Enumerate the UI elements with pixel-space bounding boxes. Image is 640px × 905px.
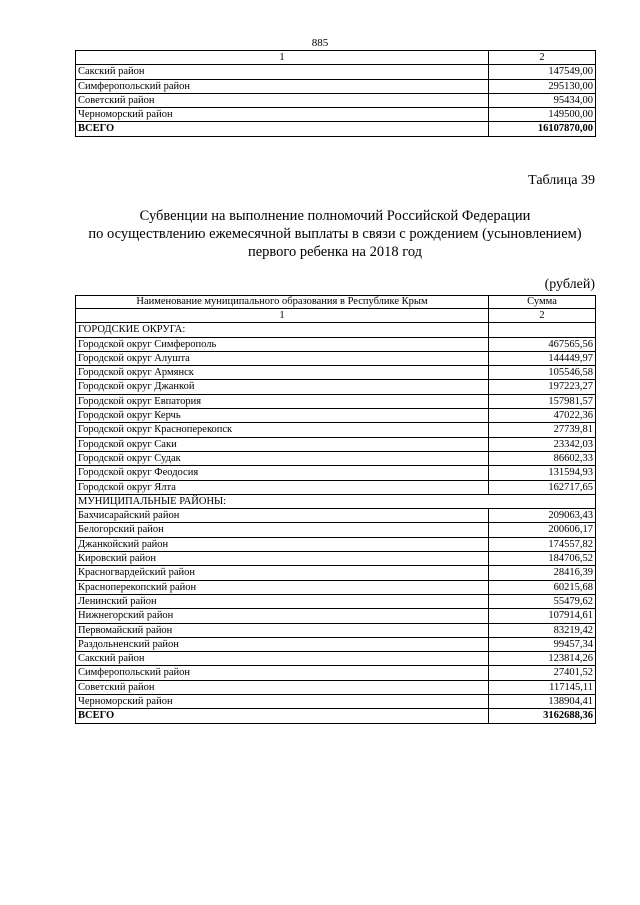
title-line: Субвенции на выполнение полномочий Российской Федерации — [139, 208, 531, 224]
row-sum: 209063,43 — [489, 509, 596, 523]
title-line: по осуществлению ежемесячной выплаты в связи с рождением (усыновлением) — [88, 226, 582, 242]
row-name: Симферопольский район — [76, 79, 489, 93]
row-sum: 23342,03 — [489, 437, 596, 451]
table-title — [50, 207, 620, 261]
total-label: ВСЕГО — [76, 122, 489, 136]
table-row — [76, 79, 596, 93]
row-sum: 83219,42 — [489, 623, 596, 637]
section-row-municipal-districts — [76, 494, 596, 508]
row-name: Городской округ Саки — [76, 437, 489, 451]
row-sum: 144449,97 — [489, 351, 596, 365]
table-row — [76, 65, 596, 79]
row-sum: 200606,17 — [489, 523, 596, 537]
table-row — [76, 552, 596, 566]
row-name: Красногвардейский район — [76, 566, 489, 580]
table-row — [76, 537, 596, 551]
empty-cell — [489, 323, 596, 337]
row-sum: 123814,26 — [489, 652, 596, 666]
row-sum: 27739,81 — [489, 423, 596, 437]
row-sum: 95434,00 — [489, 93, 596, 107]
section-label: ГОРОДСКИЕ ОКРУГА: — [76, 323, 489, 337]
table-row — [76, 666, 596, 680]
row-name: Городской округ Евпатория — [76, 394, 489, 408]
row-name: Кировский район — [76, 552, 489, 566]
row-name: Городской округ Судак — [76, 451, 489, 465]
row-name: Городской округ Красноперекопск — [76, 423, 489, 437]
unit-label: (рублей) — [544, 277, 595, 292]
table-row — [76, 409, 596, 423]
header-row — [76, 296, 596, 309]
row-sum: 467565,56 — [489, 337, 596, 351]
row-name: Джанкойский район — [76, 537, 489, 551]
row-name: Советский район — [76, 93, 489, 107]
row-name: Первомайский район — [76, 623, 489, 637]
table-row — [76, 423, 596, 437]
column-number-2: 2 — [489, 51, 596, 65]
section-row-city-districts — [76, 323, 596, 337]
section-label: МУНИЦИПАЛЬНЫЕ РАЙОНЫ: — [76, 494, 596, 508]
row-sum: 138904,41 — [489, 695, 596, 709]
row-name: Городской округ Джанкой — [76, 380, 489, 394]
table-row — [76, 394, 596, 408]
row-name: Сакский район — [76, 652, 489, 666]
table-row — [76, 566, 596, 580]
column-number-row — [76, 51, 596, 65]
table-row — [76, 437, 596, 451]
row-sum: 149500,00 — [489, 108, 596, 122]
row-name: Сакский район — [76, 65, 489, 79]
row-sum: 27401,52 — [489, 666, 596, 680]
top-table-body — [76, 51, 596, 137]
row-name: Городской округ Феодосия — [76, 466, 489, 480]
column-number-1: 1 — [76, 51, 489, 65]
table-row — [76, 451, 596, 465]
row-name: Белогорский район — [76, 523, 489, 537]
row-name: Черноморский район — [76, 695, 489, 709]
row-name: Городской округ Алушта — [76, 351, 489, 365]
table-row — [76, 366, 596, 380]
table-row — [76, 380, 596, 394]
row-sum: 99457,34 — [489, 637, 596, 651]
row-name: Ленинский район — [76, 594, 489, 608]
total-row — [76, 122, 596, 136]
total-sum: 16107870,00 — [489, 122, 596, 136]
row-sum: 157981,57 — [489, 394, 596, 408]
row-name: Раздольненский район — [76, 637, 489, 651]
row-sum: 47022,36 — [489, 409, 596, 423]
subvention-table — [75, 295, 596, 724]
column-number-row — [76, 309, 596, 323]
table-row — [76, 637, 596, 651]
table-row — [76, 523, 596, 537]
row-sum: 107914,61 — [489, 609, 596, 623]
row-name: Городской округ Керчь — [76, 409, 489, 423]
total-row — [76, 709, 596, 723]
row-sum: 131594,93 — [489, 466, 596, 480]
row-sum: 105546,58 — [489, 366, 596, 380]
page-number: 885 — [311, 37, 329, 49]
row-name: Советский район — [76, 680, 489, 694]
header-name: Наименование муниципального образования в Республике Крым — [76, 296, 489, 309]
row-name: Бахчисарайский район — [76, 509, 489, 523]
row-name: Городской округ Симферополь — [76, 337, 489, 351]
table-row — [76, 337, 596, 351]
table-row — [76, 609, 596, 623]
table-row — [76, 695, 596, 709]
row-name: Городской округ Ялта — [76, 480, 489, 494]
row-name: Черноморский район — [76, 108, 489, 122]
row-name: Городской округ Армянск — [76, 366, 489, 380]
table-row — [76, 466, 596, 480]
total-sum: 3162688,36 — [489, 709, 596, 723]
row-sum: 162717,65 — [489, 480, 596, 494]
subvention-table-body — [76, 296, 596, 724]
table-row — [76, 108, 596, 122]
table-row — [76, 580, 596, 594]
row-sum: 147549,00 — [489, 65, 596, 79]
table-row — [76, 480, 596, 494]
row-sum: 117145,11 — [489, 680, 596, 694]
table-row — [76, 594, 596, 608]
table-row — [76, 351, 596, 365]
row-sum: 86602,33 — [489, 451, 596, 465]
table-row — [76, 509, 596, 523]
row-sum: 184706,52 — [489, 552, 596, 566]
row-sum: 174557,82 — [489, 537, 596, 551]
row-sum: 60215,68 — [489, 580, 596, 594]
row-name: Нижнегорский район — [76, 609, 489, 623]
header-sum: Сумма — [489, 296, 596, 309]
table-label: Таблица 39 — [528, 173, 595, 188]
row-sum: 28416,39 — [489, 566, 596, 580]
row-sum: 197223,27 — [489, 380, 596, 394]
column-number-1: 1 — [76, 309, 489, 323]
top-table — [75, 50, 596, 137]
row-name: Симферопольский район — [76, 666, 489, 680]
table-row — [76, 623, 596, 637]
table-row — [76, 652, 596, 666]
row-sum: 295130,00 — [489, 79, 596, 93]
column-number-2: 2 — [489, 309, 596, 323]
row-name: Красноперекопский район — [76, 580, 489, 594]
total-label: ВСЕГО — [76, 709, 489, 723]
table-row — [76, 93, 596, 107]
table-row — [76, 680, 596, 694]
row-sum: 55479,62 — [489, 594, 596, 608]
title-line: первого ребенка на 2018 год — [247, 244, 423, 260]
